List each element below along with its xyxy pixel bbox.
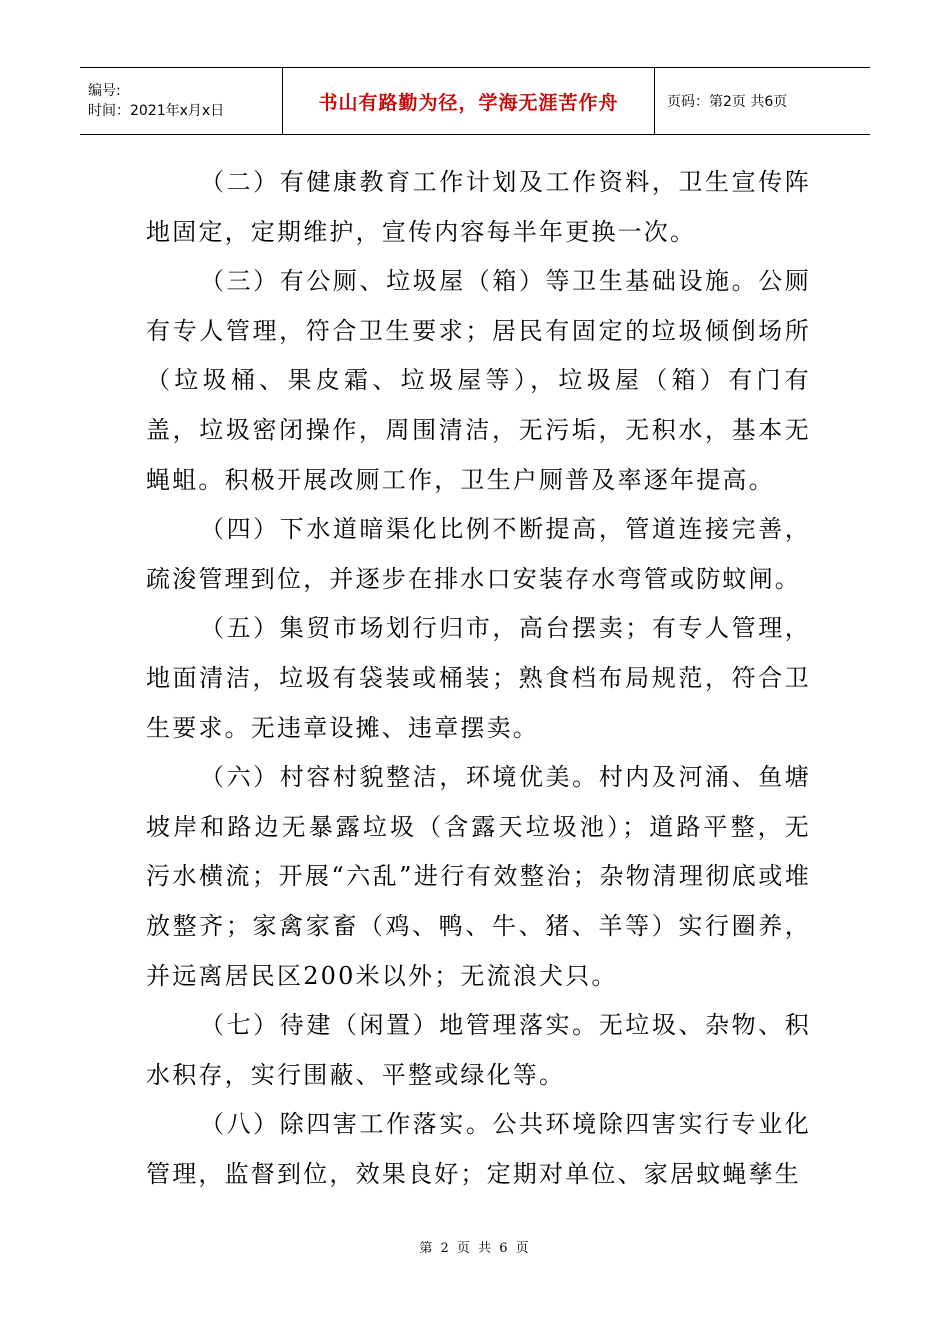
header-meta (80, 68, 283, 134)
paragraph-8: （八）除四害工作落实。公共环境除四害实行专业化管理，监督到位，效果良好；定期对单位、家居蚊蝇孳生 (146, 1110, 811, 1188)
header-motto: 书山有路勤为径，学海无涯苦作舟 (283, 68, 655, 134)
paragraph-2: （二）有健康教育工作计划及工作资料，卫生宣传阵地固定，定期维护，宣传内容每半年更换一次。 (146, 168, 811, 246)
paragraph-5: （五）集贸市场划行归市，高台摆卖；有专人管理，地面清洁，垃圾有袋装或桶装；熟食档布局规范，符合卫生要求。无违章设摊、违章摆卖。 (146, 614, 811, 742)
paragraph-4: （四）下水道暗渠化比例不断提高，管道连接完善，疏浚管理到位，并逐步在排水口安装存水弯管或防蚊闸。 (146, 515, 811, 593)
document-time-label: 时间：2021年x月x日 (88, 103, 225, 119)
paragraph-6: （六）村容村貌整洁，环境优美。村内及河涌、鱼塘坡岸和路边无暴露垃圾（含露天垃圾池）；道路平整，无污水横流；开展“六乱”进行有效整治；杂物清理彻底或堆放整齐；家禽家畜（鸡、鸭、牛、猪、羊等）实行圈养，并远离居民区200米以外；无流浪犬只。 (146, 763, 811, 990)
page-header (80, 67, 870, 135)
header-page-info: 页码：第2页 共6页 (667, 94, 788, 110)
paragraph-7: （七）待建（闲置）地管理落实。无垃圾、杂物、积水积存，实行围蔽、平整或绿化等。 (146, 1011, 811, 1089)
page-footer: 第 2 页 共 6 页 (419, 1241, 531, 1256)
paragraph-3: （三）有公厕、垃圾屋（箱）等卫生基础设施。公厕有专人管理，符合卫生要求；居民有固定的垃圾倾倒场所（垃圾桶、果皮霜、垃圾屋等），垃圾屋（箱）有门有盖，垃圾密闭操作，周围清洁，无污垢，无积水，基本无蝇蛆。积极开展改厕工作，卫生户厕普及率逐年提高。 (146, 267, 811, 494)
document-body (146, 158, 811, 1199)
document-number-label: 编号: (88, 83, 121, 99)
